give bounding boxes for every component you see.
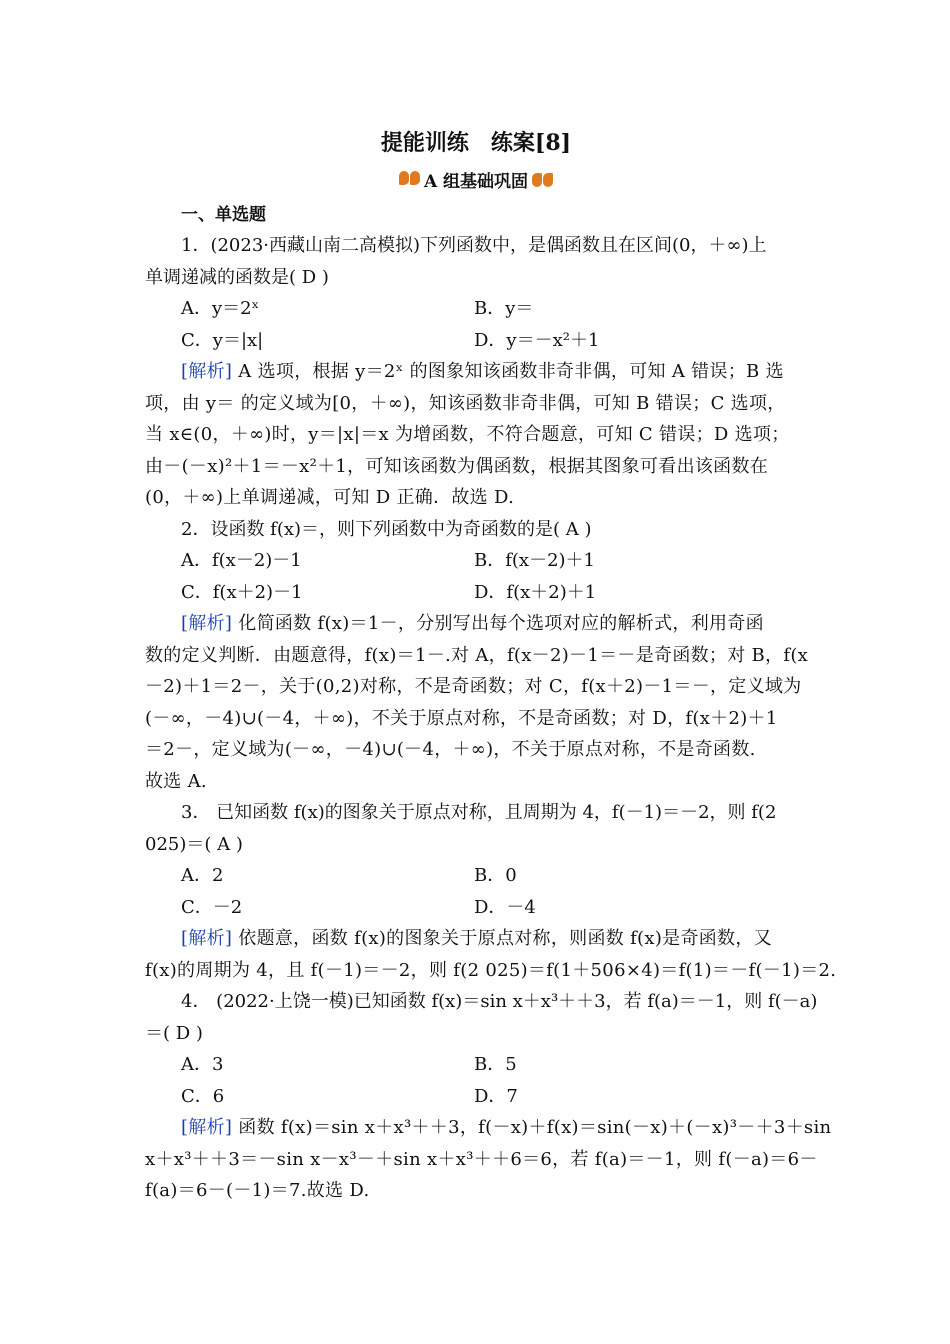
option-a: A．2 <box>181 865 224 886</box>
option-a: A．y＝2ˣ <box>181 298 260 319</box>
analysis-line: f(a)＝6－(－1)＝7.故选 D. <box>145 1180 370 1201</box>
analysis-line: 由－(－x)²＋1＝－x²＋1，可知该函数为偶函数，根据其图象可看出该函数在 <box>145 455 769 477</box>
options-row <box>145 892 807 924</box>
question-stem-line: 025)＝( A ) <box>145 833 243 855</box>
options-row <box>145 577 807 609</box>
analysis-line <box>145 923 807 955</box>
option-c: C．y＝|x| <box>181 329 264 351</box>
group-heading <box>145 162 807 196</box>
analysis-tag: [解析] <box>181 613 233 634</box>
question-1 <box>145 230 807 514</box>
options-row <box>145 860 807 892</box>
analysis-line: ＝2－，定义域为(－∞，－4)∪(－4，＋∞)，不关于原点对称，不是奇函数. <box>145 739 756 760</box>
analysis-line <box>145 356 807 388</box>
analysis-text: 依题意，函数 f(x)的图象关于原点对称，则函数 f(x)是奇函数，又 <box>238 928 772 949</box>
analysis-tag: [解析] <box>181 361 233 382</box>
option-a: A．3 <box>181 1054 224 1075</box>
option-c: C．－2 <box>181 896 243 918</box>
right-quote-icon <box>530 168 554 190</box>
option-c: C．f(x＋2)－1 <box>181 581 303 603</box>
analysis-line: 项，由 y＝ 的定义域为[0，＋∞)，知该函数非奇非偶，可知 B 错误；C 选项， <box>145 392 786 414</box>
options-row <box>145 325 807 357</box>
analysis-text: 函数 f(x)＝sin x＋x³＋＋3，f(－x)＋f(x)＝sin(－x)＋(－x)³－＋3＋sin <box>238 1117 832 1138</box>
analysis-line: (0，＋∞)上单调递减，可知 D 正确．故选 D. <box>145 487 515 508</box>
question-stem-line: 1．(2023·西藏山南二高模拟)下列函数中，是偶函数且在区间(0，＋∞)上 <box>181 235 767 256</box>
option-b: B．0 <box>474 865 517 886</box>
analysis-text: A 选项，根据 y＝2ˣ 的图象知该函数非奇非偶，可知 A 错误；B 选 <box>238 361 784 382</box>
analysis-line: 当 x∈(0，＋∞)时，y＝|x|＝x 为增函数，不符合题意，可知 C 错误；D 选项； <box>145 424 790 445</box>
options-row <box>145 293 807 325</box>
analysis-line: 故选 A. <box>145 770 207 792</box>
question-stem-line: ＝( D ) <box>145 1022 203 1044</box>
option-c: C．6 <box>181 1085 225 1107</box>
question-2 <box>145 514 807 798</box>
analysis-tag: [解析] <box>181 1117 233 1138</box>
analysis-line: (－∞，－4)∪(－4，＋∞)，不关于原点对称，不是奇函数；对 D，f(x＋2)＋1 <box>145 707 778 729</box>
section-heading: 一、单选题 <box>181 205 266 225</box>
question-stem-line: 3． 已知函数 f(x)的图象关于原点对称，且周期为 4，f(－1)＝－2，则 f(2 <box>181 802 777 823</box>
analysis-text: 化简函数 f(x)＝1－，分别写出每个选项对应的解析式，利用奇函 <box>238 613 764 634</box>
group-title: A 组基础巩固 <box>423 171 529 192</box>
options-row <box>145 1081 807 1113</box>
option-b: B．5 <box>474 1054 517 1075</box>
options-row <box>145 545 807 577</box>
analysis-line: x＋x³＋＋3＝－sin x－x³－＋sin x＋x³＋＋6＝6，若 f(a)＝－1，则 f(－a)＝6－ <box>145 1148 818 1170</box>
analysis-line <box>145 1112 832 1144</box>
analysis-line: －2)＋1＝2－，关于(0,2)对称，不是奇函数；对 C，f(x＋2)－1＝－，定义域为 <box>145 676 802 697</box>
page-title: 提能训练 练案[8] <box>380 130 572 156</box>
option-d: D．7 <box>474 1085 518 1107</box>
option-d: D．－4 <box>474 896 536 918</box>
analysis-line: f(x)的周期为 4，且 f(－1)＝－2，则 f(2 025)＝f(1＋506×4)＝f(1)＝－f(－1)＝2. <box>145 959 837 981</box>
option-d: D．y＝－x²＋1 <box>474 329 600 351</box>
option-b: B．f(x－2)＋1 <box>474 550 595 571</box>
option-b: B．y＝ <box>474 298 534 319</box>
analysis-line <box>145 608 807 640</box>
option-a: A．f(x－2)－1 <box>181 550 302 571</box>
question-3 <box>145 797 837 986</box>
options-row <box>145 1049 807 1081</box>
left-quote-icon <box>398 168 422 190</box>
analysis-tag: [解析] <box>181 928 233 949</box>
analysis-line: 数的定义判断．由题意得，f(x)＝1－.对 A，f(x－2)－1＝－是奇函数；对 B，f(x <box>145 644 809 666</box>
option-d: D．f(x＋2)＋1 <box>474 581 597 603</box>
question-stem-line: 单调递减的函数是( D ) <box>145 266 329 288</box>
question-stem-line: 2．设函数 f(x)＝，则下列函数中为奇函数的是( A ) <box>181 518 592 540</box>
question-4 <box>145 986 832 1207</box>
document-page <box>145 120 837 1207</box>
question-stem-line: 4． (2022·上饶一模)已知函数 f(x)＝sin x＋x³＋＋3，若 f(a)＝－1，则 f(－a) <box>181 991 818 1012</box>
